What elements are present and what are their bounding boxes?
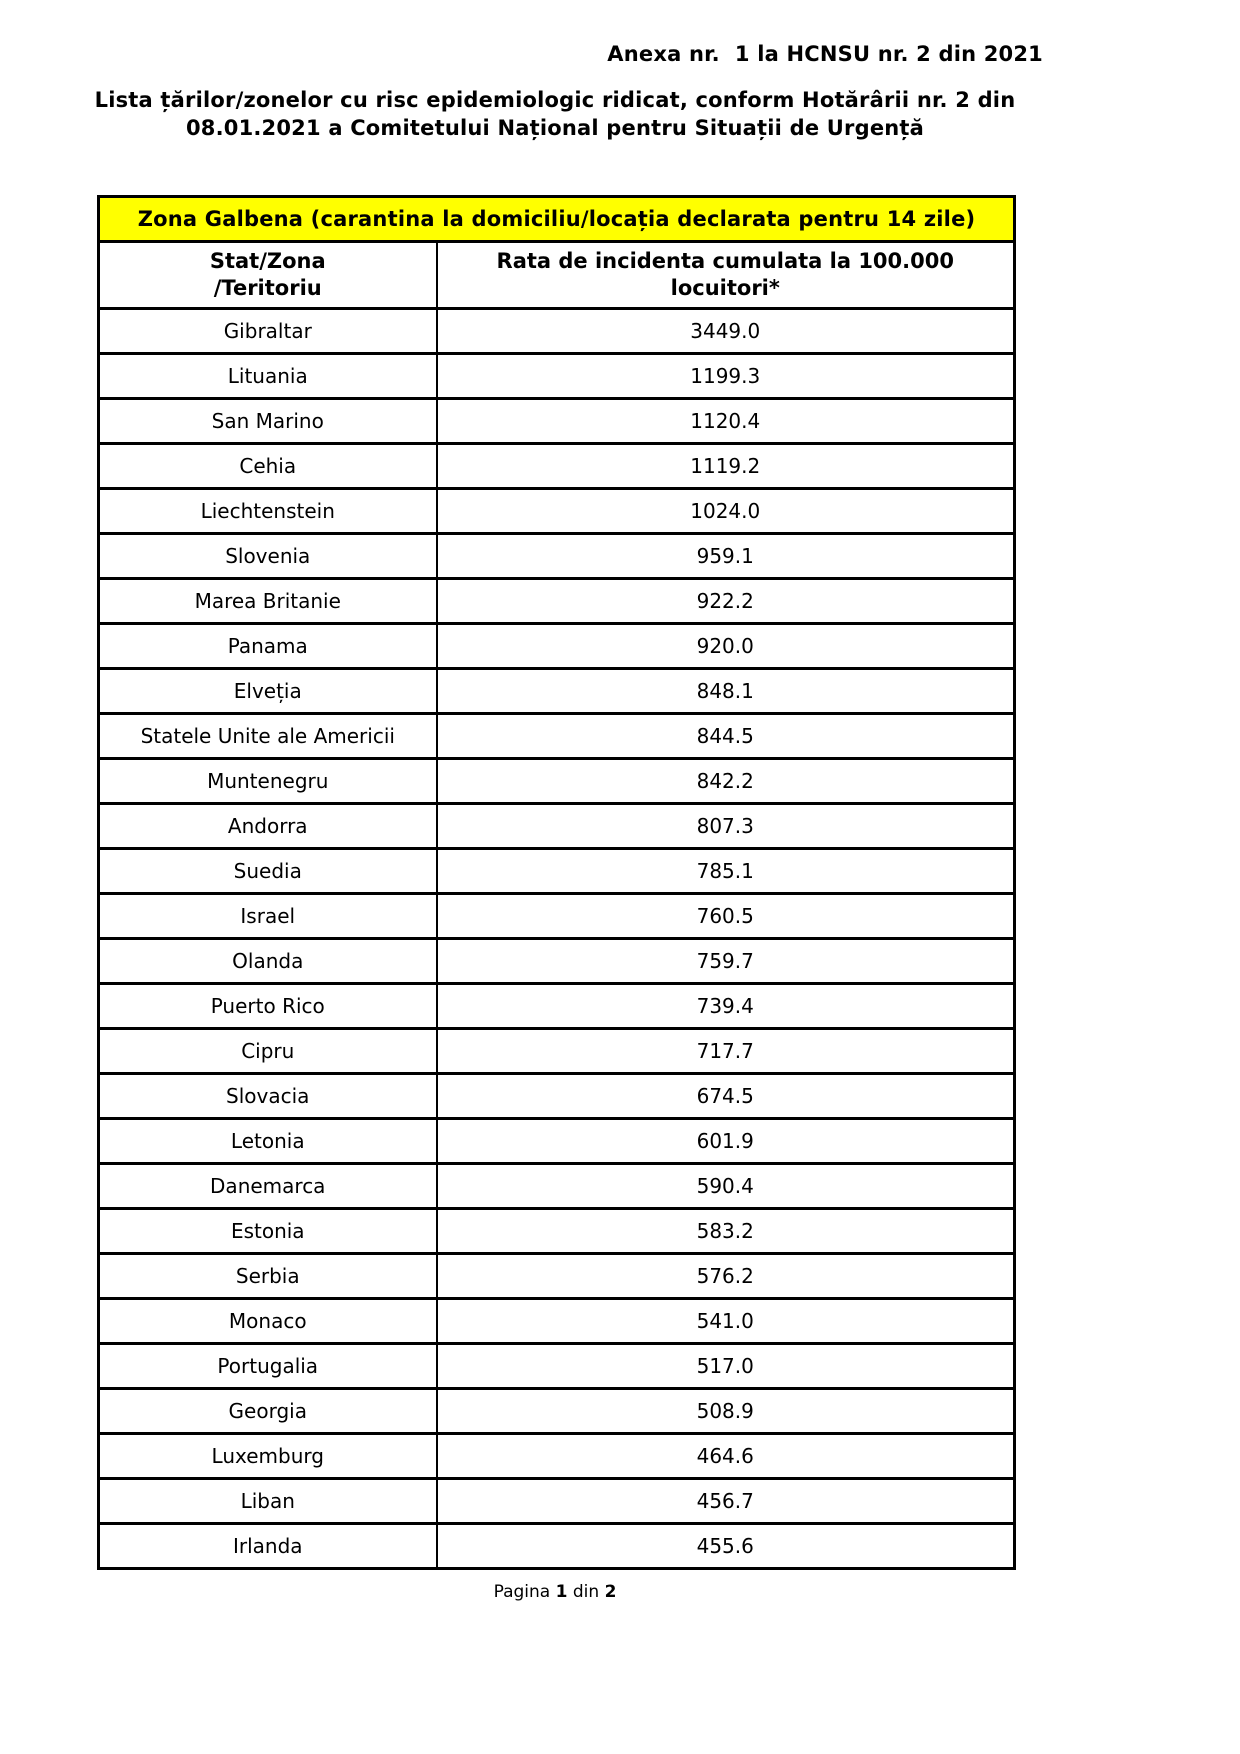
table-row	[99, 309, 1015, 354]
table-row	[99, 1344, 1015, 1389]
rate-cell: 674.5	[437, 1074, 1015, 1119]
rate-cell: 583.2	[437, 1209, 1015, 1254]
risk-table	[97, 195, 1016, 1571]
annex-reference: Anexa nr. 1 la HCNSU nr. 2 din 2021	[607, 42, 1043, 66]
rate-cell: 590.4	[437, 1164, 1015, 1209]
footer-page-number: 1	[555, 1582, 568, 1603]
rate-cell: 717.7	[437, 1029, 1015, 1074]
rate-cell: 541.0	[437, 1299, 1015, 1344]
rate-cell: 848.1	[437, 669, 1015, 714]
rate-cell: 455.6	[437, 1524, 1015, 1569]
rate-cell: 842.2	[437, 759, 1015, 804]
country-cell: Irlanda	[99, 1524, 437, 1569]
table-row	[99, 1119, 1015, 1164]
table-row	[99, 984, 1015, 1029]
table-row	[99, 624, 1015, 669]
country-cell: Cipru	[99, 1029, 437, 1074]
table-row	[99, 1434, 1015, 1479]
table-row	[99, 669, 1015, 714]
table-row	[99, 354, 1015, 399]
country-cell: Portugalia	[99, 1344, 437, 1389]
country-cell: Gibraltar	[99, 309, 437, 354]
rate-cell: 785.1	[437, 849, 1015, 894]
country-cell: Liechtenstein	[99, 489, 437, 534]
rate-cell: 1024.0	[437, 489, 1015, 534]
rate-cell: 920.0	[437, 624, 1015, 669]
country-cell: Puerto Rico	[99, 984, 437, 1029]
column-header-row	[99, 241, 1015, 309]
rate-cell: 739.4	[437, 984, 1015, 1029]
country-cell: Danemarca	[99, 1164, 437, 1209]
table-row	[99, 849, 1015, 894]
country-cell: Marea Britanie	[99, 579, 437, 624]
rate-cell: 517.0	[437, 1344, 1015, 1389]
document-title-line-2: 08.01.2021 a Comitetului Național pentru Situații de Urgență	[185, 116, 925, 141]
table-row	[99, 399, 1015, 444]
country-cell: Panama	[99, 624, 437, 669]
page-footer	[97, 1582, 1013, 1602]
table-row	[99, 444, 1015, 489]
country-cell: Liban	[99, 1479, 437, 1524]
table-row	[99, 939, 1015, 984]
footer-total-pages: 2	[604, 1582, 617, 1603]
country-cell: Georgia	[99, 1389, 437, 1434]
zone-header-cell: Zona Galbena (carantina la domiciliu/locația declarata pentru 14 zile)	[99, 196, 1015, 241]
country-cell: Olanda	[99, 939, 437, 984]
document-title-line-1: Lista țărilor/zonelor cu risc epidemiologic ridicat, conform Hotărârii nr. 2 din	[94, 88, 1016, 112]
rate-cell: 508.9	[437, 1389, 1015, 1434]
country-cell: Statele Unite ale Americii	[99, 714, 437, 759]
zone-header-row	[99, 196, 1015, 241]
table-row	[99, 1524, 1015, 1569]
table-row	[99, 534, 1015, 579]
document-title	[85, 86, 1025, 143]
column-header-country-line-2: /Teritoriu	[213, 275, 322, 300]
table-row	[99, 894, 1015, 939]
column-header-rate-line-1: Rata de incidenta cumulata la 100.000	[496, 248, 954, 273]
country-cell: Muntenegru	[99, 759, 437, 804]
risk-table-container	[97, 195, 1013, 1571]
table-row	[99, 1299, 1015, 1344]
table-row	[99, 1074, 1015, 1119]
country-cell: Estonia	[99, 1209, 437, 1254]
country-cell: Lituania	[99, 354, 437, 399]
country-cell: Serbia	[99, 1254, 437, 1299]
rate-cell: 759.7	[437, 939, 1015, 984]
country-cell: Letonia	[99, 1119, 437, 1164]
rate-cell: 807.3	[437, 804, 1015, 849]
table-row	[99, 1479, 1015, 1524]
rate-cell: 844.5	[437, 714, 1015, 759]
country-cell: Suedia	[99, 849, 437, 894]
footer-prefix: Pagina	[493, 1582, 551, 1603]
rate-cell: 760.5	[437, 894, 1015, 939]
rate-cell: 456.7	[437, 1479, 1015, 1524]
table-row	[99, 1254, 1015, 1299]
table-row	[99, 1029, 1015, 1074]
column-header-country	[99, 241, 437, 309]
rate-cell: 601.9	[437, 1119, 1015, 1164]
country-cell: Elveția	[99, 669, 437, 714]
country-cell: Slovacia	[99, 1074, 437, 1119]
rate-cell: 1199.3	[437, 354, 1015, 399]
country-cell: Luxemburg	[99, 1434, 437, 1479]
rate-cell: 959.1	[437, 534, 1015, 579]
table-row	[99, 579, 1015, 624]
table-row	[99, 759, 1015, 804]
table-row	[99, 714, 1015, 759]
table-row	[99, 1209, 1015, 1254]
rate-cell: 1119.2	[437, 444, 1015, 489]
rate-cell: 464.6	[437, 1434, 1015, 1479]
country-table-body	[99, 309, 1015, 1569]
rate-cell: 922.2	[437, 579, 1015, 624]
rate-cell: 3449.0	[437, 309, 1015, 354]
table-row	[99, 1164, 1015, 1209]
table-row	[99, 804, 1015, 849]
country-cell: Cehia	[99, 444, 437, 489]
column-header-country-line-1: Stat/Zona	[209, 248, 326, 273]
country-cell: Monaco	[99, 1299, 437, 1344]
column-header-rate	[437, 241, 1015, 309]
rate-cell: 576.2	[437, 1254, 1015, 1299]
table-row	[99, 1389, 1015, 1434]
country-cell: Israel	[99, 894, 437, 939]
table-row	[99, 489, 1015, 534]
country-cell: Slovenia	[99, 534, 437, 579]
column-header-rate-line-2: locuitori*	[670, 275, 780, 300]
country-cell: San Marino	[99, 399, 437, 444]
country-cell: Andorra	[99, 804, 437, 849]
footer-separator: din	[572, 1582, 600, 1603]
rate-cell: 1120.4	[437, 399, 1015, 444]
